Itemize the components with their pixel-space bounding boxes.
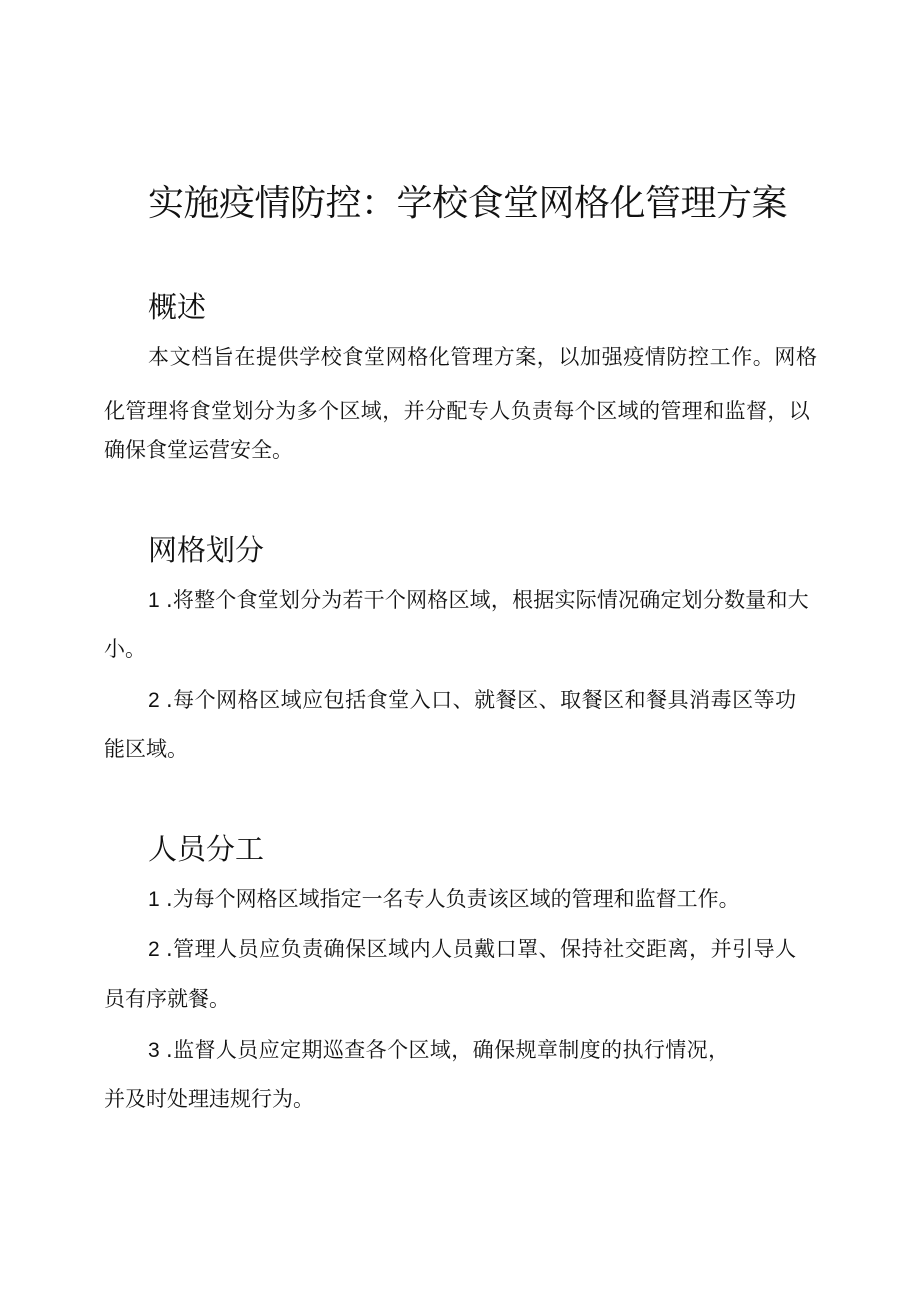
overview-paragraph-line-2: 化管理将食堂划分为多个区域，并分配专人负责每个区域的管理和监督，以 xyxy=(104,399,811,423)
overview-paragraph-line-1: 本文档旨在提供学校食堂网格化管理方案，以加强疫情防控工作。网格 xyxy=(148,345,818,369)
section-heading-staff-assignment: 人员分工 xyxy=(148,832,265,866)
item-number: 2 xyxy=(148,689,161,712)
item-text: .监督人员应定期巡查各个区域，确保规章制度的执行情况， xyxy=(166,1038,730,1062)
item-number: 1 xyxy=(148,589,160,612)
overview-paragraph-line-3: 确保食堂运营安全。 xyxy=(104,438,293,462)
item-number: 3 xyxy=(148,1039,161,1062)
section-heading-grid-division: 网格划分 xyxy=(148,533,265,567)
grid-division-item-2-continuation: 能区域。 xyxy=(104,737,188,761)
item-number: 2 xyxy=(148,938,161,961)
staff-assignment-item-1 xyxy=(148,884,740,915)
section-heading-overview: 概述 xyxy=(148,290,207,324)
grid-division-item-1 xyxy=(148,585,809,616)
staff-assignment-item-3-continuation: 并及时处理违规行为。 xyxy=(104,1087,314,1111)
grid-division-item-1-continuation: 小。 xyxy=(104,637,146,661)
staff-assignment-item-2 xyxy=(148,934,797,965)
item-number: 1 xyxy=(148,888,160,911)
item-text: .管理人员应负责确保区域内人员戴口罩、保持社交距离，并引导人 xyxy=(166,937,797,961)
document-title: 实施疫情防控：学校食堂网格化管理方案 xyxy=(148,183,788,224)
grid-division-item-2 xyxy=(148,685,797,716)
item-text: .每个网格区域应包括食堂入口、就餐区、取餐区和餐具消毒区等功 xyxy=(166,688,797,712)
staff-assignment-item-2-continuation: 员有序就餐。 xyxy=(104,987,230,1011)
staff-assignment-item-3 xyxy=(148,1035,729,1066)
item-text: .将整个食堂划分为若干个网格区域，根据实际情况确定划分数量和大 xyxy=(166,588,809,612)
item-text: .为每个网格区域指定一名专人负责该区域的管理和监督工作。 xyxy=(166,887,740,911)
